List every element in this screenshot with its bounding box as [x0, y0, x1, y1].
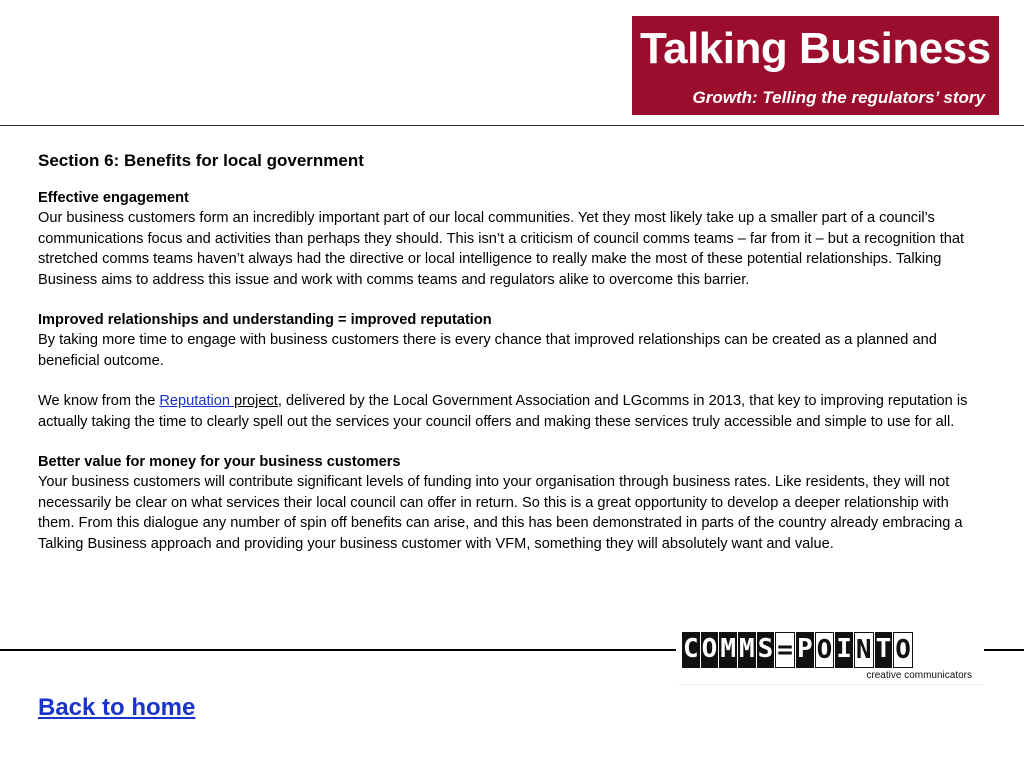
logo-underline: [678, 684, 982, 685]
main-content: [38, 150, 978, 574]
paragraph-text: Your business customers will contribute significant levels of funding into your organisation through business rates. Like residents, they will not necessarily be clear on what services their local council can offer in return. So this is a great opportunity to develop a deeper relationship with them. From this dialogue any number of spin off benefits can arise, and this has been demonstrated in parts of the country already embracing a Talking Business approach and providing your business customer with VFM, something they will absolutely want and value.: [38, 474, 963, 552]
logo-letter: O: [701, 632, 719, 668]
reputation-link[interactable]: Reputation: [159, 393, 235, 410]
paragraph-text-before-link: We know from the: [38, 393, 160, 410]
paragraph-reputation-project: [38, 391, 978, 432]
section-title: Section 6: Benefits for local government: [38, 151, 364, 170]
bottom-divider-right: [984, 649, 1024, 651]
paragraph-text: Our business customers form an incredibly important part of our local communities. Yet they most likely take up a smaller part of a council’s communications focus and activities than perhaps they should. This isn’t a criticism of council comms teams – far from it – but a recognition that stretched comms teams haven’t always had the directive or local intelligence to really make the most of these potential relationships. Talking Business aims to address this issue and work with comms teams and regulators alike to overcome this barrier.: [38, 210, 965, 288]
logo-letter: I: [835, 632, 853, 668]
paragraph-text: By taking more time to engage with business customers there is every chance that improved relationships can be created as a planned and beneficial outcome.: [38, 332, 937, 369]
paragraph-value-for-money: [38, 452, 978, 554]
back-to-home-link[interactable]: Back to home: [38, 694, 196, 721]
logo-letter: P: [796, 632, 814, 668]
brand-subtitle: Growth: Telling the regulators’ story: [692, 88, 985, 107]
logo-letter: O: [815, 632, 835, 668]
top-divider: [0, 125, 1024, 126]
brand-title: Talking Business: [640, 24, 991, 73]
paragraph-improved-relationships: [38, 310, 978, 371]
brand-banner: [632, 16, 999, 115]
project-link[interactable]: project: [234, 393, 278, 410]
bottom-divider-left: [0, 649, 676, 651]
commspointo-logo: [678, 628, 982, 686]
paragraph-heading: Effective engagement: [38, 190, 189, 206]
logo-letter: O: [893, 632, 913, 668]
logo-letter: C: [682, 632, 700, 668]
logo-letter: =: [775, 632, 795, 668]
logo-letter: M: [738, 632, 756, 668]
logo-letter: S: [757, 632, 775, 668]
paragraph-heading: Improved relationships and understanding = improved reputation: [38, 312, 492, 329]
paragraph-heading: Better value for money for your business customers: [38, 454, 401, 471]
logo-letter: N: [854, 632, 874, 668]
logo-tagline: creative communicators: [866, 670, 972, 681]
logo-letter: M: [719, 632, 737, 668]
logo-letter: T: [875, 632, 893, 668]
logo-wordmark: [682, 632, 914, 668]
paragraph-text-after-link: , delivered by the Local Government Association and LGcomms in 2013, that key to improving reputation is actually taking the time to clearly spell out the services your council offers and making these services truly accessible and simple to use for all.: [38, 393, 968, 430]
paragraph-effective-engagement: [38, 188, 978, 290]
